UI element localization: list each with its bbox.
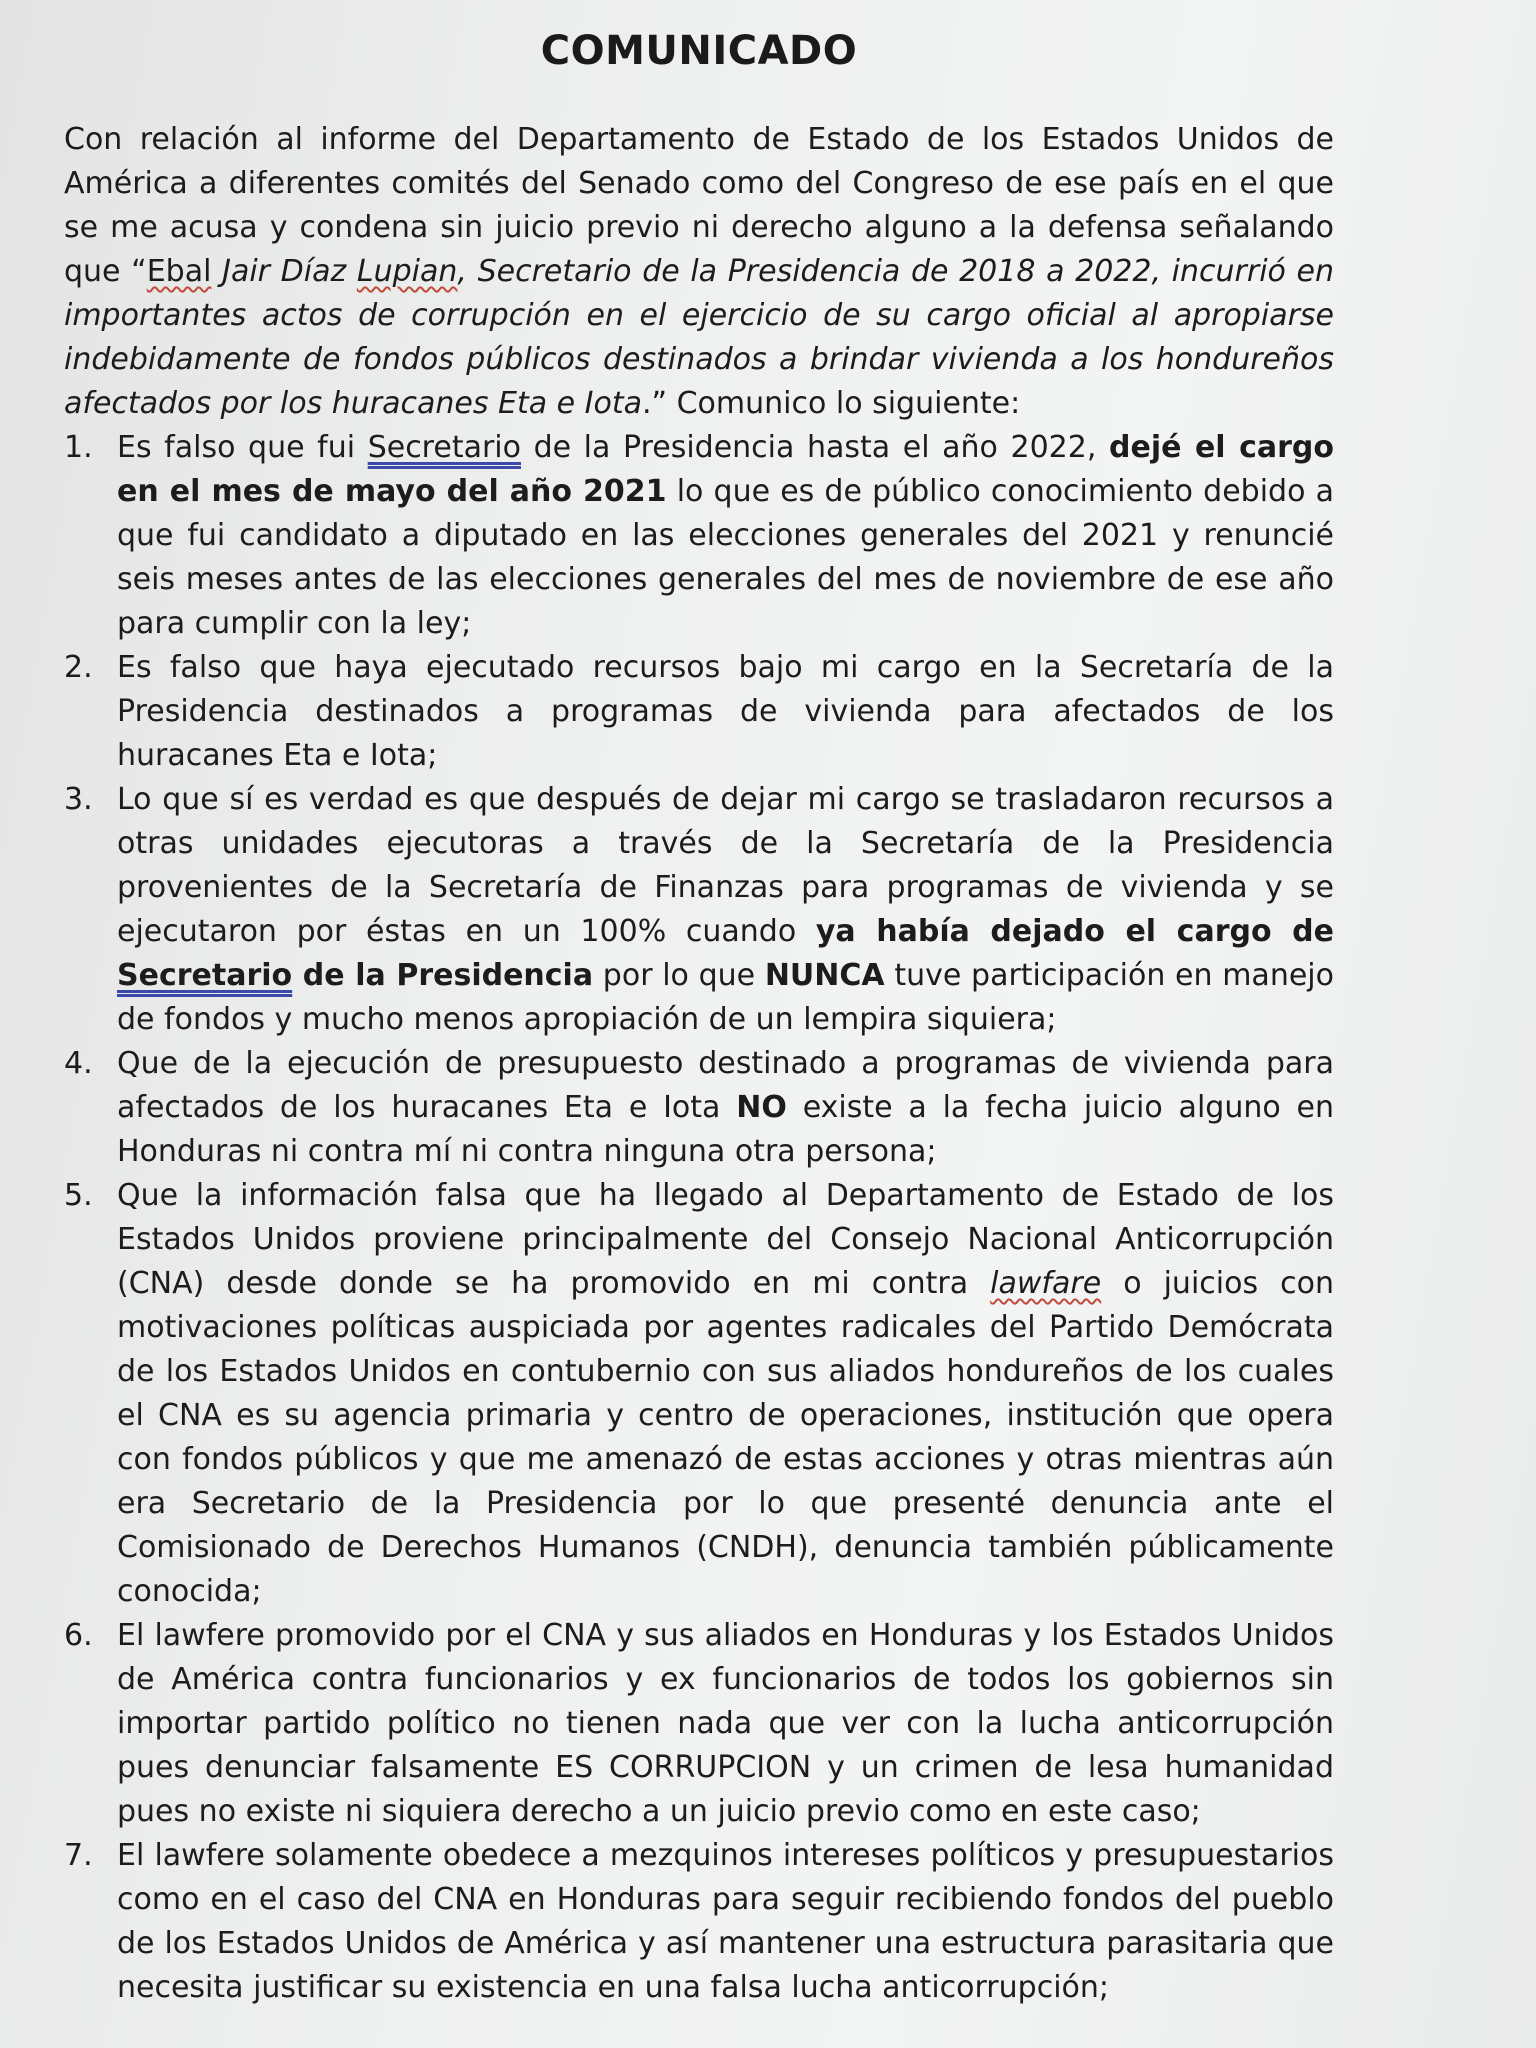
item-text: Es falso que haya ejecutado recursos bajo mi cargo en la Secretaría de la Presidencia destinados a programas de vivienda para afectados de los huracanes Eta e Iota; [117,650,1334,773]
intro-quote: , Secretario de la Presidencia de 2018 a 2022, incurrió en importantes actos de corrupción en el ejercicio de su cargo oficial al apropiarse indebidamente de fondos públicos destinados a brindar vivienda a los hondureños afectados por los huracanes Eta e Iota [64,254,1335,421]
item-text: de la Presidencia hasta el año 2022, [520,430,1109,465]
item-text: existe a la fecha juicio alguno en Honduras ni contra mí ni contra ninguna otra persona; [117,1090,1334,1169]
item-text: tuve participación en manejo de fondos y mucho menos apropiación de un lempira siquiera; [117,958,1334,1037]
points-list [64,426,1334,2010]
item-number: 3. [64,782,93,817]
item-number: 7. [64,1838,93,1873]
list-item [64,1834,1334,2010]
item-text: Que de la ejecución de presupuesto destinado a programas de vivienda para afectados de los huracanes Eta e Iota [117,1046,1334,1125]
intro-closing: .” Comunico lo siguiente: [641,386,1021,421]
list-item [64,1042,1334,1174]
item-text-bold: ya había dejado el cargo de [815,914,1334,949]
intro-text: Con relación al informe del Departamento de Estado de los Estados Unidos de América a diferentes comités del Senado como del Congreso de ese país en el que se me acusa y condena sin juicio previo ni derecho alguno a la defensa señalando que “ [64,122,1334,289]
list-item [64,426,1334,646]
name-middle: Jair Díaz [211,254,357,289]
intro-paragraph [64,118,1334,426]
item-text: El lawfere solamente obedece a mezquinos intereses políticos y presupuestarios como en el caso del CNA en Honduras para seguir recibiendo fondos del pueblo de los Estados Unidos de América y así mantener una estructura parasitaria que necesita justificar su existencia en una falsa lucha anticorrupción; [117,1838,1334,2005]
item-text-underlined: Secretario [367,430,521,465]
item-text: Lo que sí es verdad es que después de dejar mi cargo se trasladaron recursos a otras unidades ejecutoras a través de la Secretaría de la Presidencia provenientes de la Secretaría de Finanzas para programas de vivienda y se ejecutaron por éstas en un 100% cuando [117,782,1334,949]
item-text: por lo que [593,958,765,993]
document-page [64,0,1334,2048]
list-item [64,778,1334,1042]
item-text-italic: lawfare [990,1266,1102,1301]
item-text: El lawfere promovido por el CNA y sus aliados en Honduras y los Estados Unidos de América contra funcionarios y ex funcionarios de todos los gobiernos sin importar partido político no tienen nada que ver con la lucha anticorrupción pues denunciar falsamente ES CORRUPCION y un crimen de lesa humanidad pues no existe ni siquiera derecho a un juicio previo como en este caso; [117,1618,1334,1829]
item-text: Es falso que fui [117,430,368,465]
item-number: 5. [64,1178,93,1213]
list-item [64,1174,1334,1614]
item-text-bold: de la Presidencia [292,958,594,993]
item-number: 4. [64,1046,93,1081]
list-item [64,646,1334,778]
item-text-bold-underlined: Secretario [117,958,293,993]
name-first: Ebal [146,254,212,289]
item-text-bold: NUNCA [764,958,885,993]
item-number: 6. [64,1618,93,1653]
item-text: o juicios con motivaciones políticas auspiciada por agentes radicales del Partido Demócrata de los Estados Unidos en contubernio con sus aliados hondureños de los cuales el CNA es su agencia primaria y centro de operaciones, institución que opera con fondos públicos y que me amenazó de estas acciones y otras mientras aún era Secretario de la Presidencia por lo que presenté denuncia ante el Comisionado de Derechos Humanos (CNDH), denuncia también públicamente conocida; [117,1266,1334,1609]
item-text: Que la información falsa que ha llegado al Departamento de Estado de los Estados Unidos proviene principalmente del Consejo Nacional Anticorrupción (CNA) desde donde se ha promovido en mi contra [117,1178,1334,1301]
item-number: 1. [64,430,93,465]
document-title: COMUNICADO [540,28,858,74]
list-item [64,1614,1334,1834]
item-number: 2. [64,650,93,685]
item-text-bold: NO [736,1090,787,1125]
name-last: Lupian [356,254,458,289]
item-text-bold: dejé el cargo en el mes de mayo del año 2021 [117,430,1335,509]
item-text: lo que es de público conocimiento debido a que fui candidato a diputado en las elecciones generales del 2021 y renuncié seis meses antes de las elecciones generales del mes de noviembre de ese año para cumplir con la ley; [117,474,1334,641]
